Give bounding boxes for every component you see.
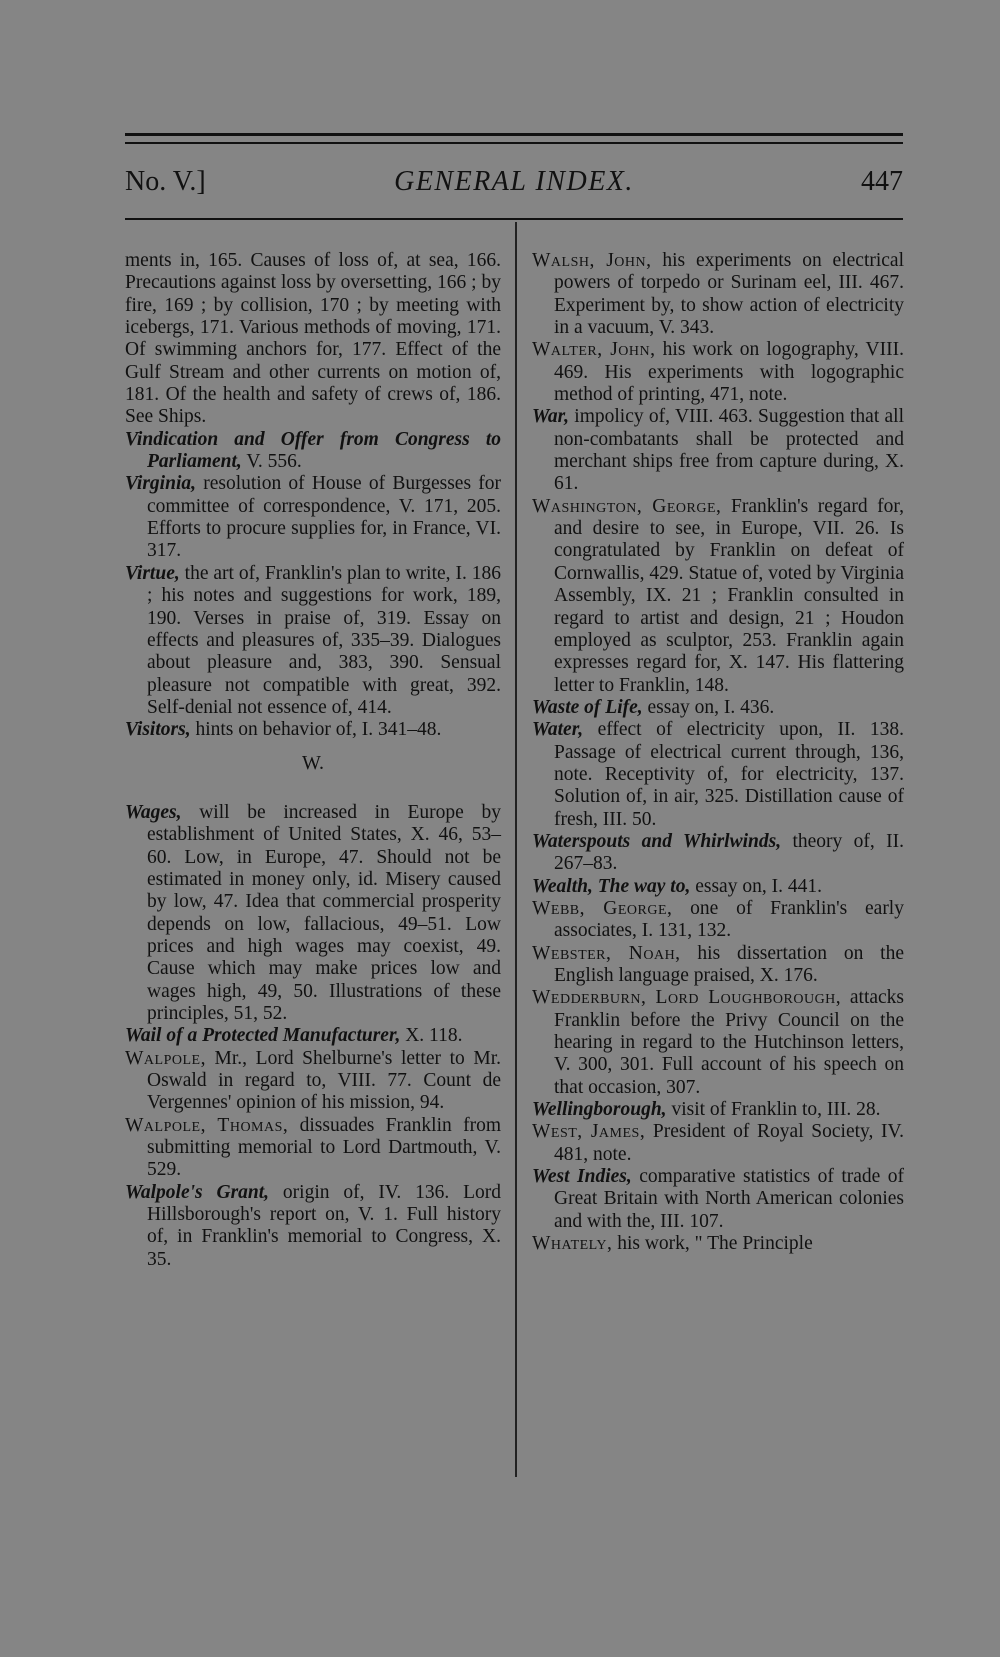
top-rule-1 <box>125 133 903 136</box>
entry-text: hints on behavior of, I. 341–48. <box>190 719 442 741</box>
index-entry <box>125 719 501 741</box>
entry-text: attacks Franklin before the Privy Council on the hearing in regard to the Hutchinson letters, V. 300, 301. Full account of his speech on that occasion, 307. <box>554 987 905 1098</box>
entry-heading: Virginia, <box>125 473 196 495</box>
index-entry <box>532 1099 904 1121</box>
entry-text: his work, " The Principle <box>612 1233 813 1255</box>
index-entry <box>532 406 904 495</box>
entry-name: Whately, <box>532 1233 613 1255</box>
entry-name: Walter, John, <box>532 339 656 361</box>
entry-text: one of Franklin's early associates, I. 131, 132. <box>554 897 904 942</box>
index-entry <box>532 339 904 406</box>
w-entries <box>125 802 501 1271</box>
entry-text: his experiments on electrical powers of torpedo or Surinam eel, III. 467. Experiment by, to show action of electricity in a vacuum, V. 343. <box>554 250 904 339</box>
index-entry <box>532 496 904 697</box>
index-entry <box>532 250 904 339</box>
left-column <box>125 250 501 1271</box>
index-entry <box>125 1115 501 1182</box>
section-letter: W. <box>301 751 325 774</box>
index-entry <box>125 802 501 1025</box>
entry-text: dissuades Franklin from submitting memorial to Lord Dartmouth, V. 529. <box>147 1114 501 1181</box>
entry-name: Webster, Noah, <box>532 942 681 964</box>
entry-text: impolicy of, VIII. 463. Suggestion that all non-combatants shall be protected and merchant ships free from capture during, X. 61. <box>554 406 904 495</box>
entry-text: the art of, Franklin's plan to write, I. 186 ; his notes and suggestions for work, 189, 190. Verses in praise of, 319. Essay on effects and pleasures of, 335–39. Dialogues about pleasure and, 383, 390. Sensual pleasure not compatible with great, 392. Self-denial not essence of, 414. <box>147 562 501 718</box>
entry-heading: Visitors, <box>125 719 191 741</box>
entry-heading: Wellingborough, <box>532 1099 667 1121</box>
index-entry <box>125 473 501 562</box>
entry-text: essay on, I. 441. <box>690 875 822 897</box>
continued-entry: ments in, 165. Causes of loss of, at sea, 166. Precautions against loss by oversetting, 166 ; by fire, 169 ; by collision, 170 ; by meeting with icebergs, 171. Various methods of moving, 171. Of swimming anchors for, 177. Effect of the Gulf Stream and other currents on motion of, 181. Of the health and safety of crews of, 186. See Ships. <box>125 250 501 428</box>
left-entries <box>125 429 501 742</box>
entry-text: President of Royal Society, IV. 481, note. <box>554 1121 904 1165</box>
entry-heading: Wealth, The way to, <box>532 875 691 897</box>
entry-heading: War, <box>532 406 570 428</box>
right-entries <box>532 250 904 1255</box>
entry-heading: Vindication and Offer from Congress to Parliament, <box>125 428 501 473</box>
entry-text: essay on, I. 436. <box>642 696 775 718</box>
entry-heading: West Indies, <box>532 1166 632 1188</box>
entry-name: West, James, <box>532 1121 646 1143</box>
entry-text: effect of electricity upon, II. 138. Passage of electrical current through, 136, note. Receptivity of, for electricity, 137. Solution of, in air, 325. Distillation cause of fresh, III. 50. <box>554 719 904 830</box>
index-entry <box>532 987 904 1099</box>
entry-heading: Wail of a Protected Manufacturer, <box>125 1025 401 1047</box>
index-entry <box>532 831 904 876</box>
entry-text: will be increased in Europe by establishment of United States, X. 46, 53–60. Low, in Europe, 47. Should not be estimated in money only, id. Misery caused by low, 47. Idea that commercial prosperity depends on low, fallacious, 49–51. Low prices and high wages may coexist, 49. Cause which may make prices low and wages high, 49, 50. Illustrations of these principles, 51, 52. <box>147 801 501 1024</box>
entry-text: V. 556. <box>241 451 302 473</box>
header-rule <box>125 218 903 220</box>
entry-text: X. 118. <box>400 1025 463 1047</box>
page-title: GENERAL INDEX. <box>394 166 634 197</box>
entry-heading: Waste of Life, <box>532 696 643 718</box>
entry-text: comparative statistics of trade of Great Britain with North American colonies and with the, III. 107. <box>554 1166 904 1232</box>
entry-heading: Water, <box>532 719 584 741</box>
entry-text: his work on logography, VIII. 469. His experiments with logographic method of printing, 471, note. <box>554 339 904 406</box>
index-entry <box>532 876 904 898</box>
index-entry <box>532 898 904 943</box>
entry-heading: Virtue, <box>125 562 180 584</box>
top-rule-2 <box>125 142 903 144</box>
entry-text: Franklin's regard for, and desire to see, in Europe, VII. 26. Is congratulated by Franklin on defeat of Cornwallis, 429. Statue of, voted by Virginia Assembly, IX. 21 ; Franklin consulted in regard to artist and design, 21 ; Houdon employed as sculptor, 253. Franklin again expresses regard for, X. 147. His flattering letter to Franklin, 148. <box>554 495 904 696</box>
entry-text: his dissertation on the English language praised, X. 176. <box>554 942 905 986</box>
right-column <box>532 250 904 1255</box>
page-number: 447 <box>861 166 903 197</box>
entry-text: visit of Franklin to, III. 28. <box>666 1099 881 1121</box>
index-entry <box>532 719 904 831</box>
index-entry <box>125 563 501 719</box>
index-entry <box>532 697 904 719</box>
page-header <box>125 166 903 206</box>
index-entry <box>125 1025 501 1047</box>
entry-name: Webb, George, <box>532 897 673 919</box>
column-divider <box>515 222 517 1477</box>
index-entry <box>532 943 904 988</box>
index-entry <box>125 429 501 474</box>
entry-name: Walsh, John, <box>532 250 652 271</box>
entry-text: origin of, IV. 136. Lord Hillsborough's report on, V. 1. Full history of, in Franklin's memorial to Congress, X. 35. <box>147 1181 501 1270</box>
index-entry <box>532 1121 904 1166</box>
entry-text: Mr., Lord Shelburne's letter to Mr. Oswald in regard to, VIII. 77. Count de Vergennes' opinion of his mission, 94. <box>147 1047 501 1114</box>
index-entry <box>532 1166 904 1233</box>
entry-text: resolution of House of Burgesses for committee of correspondence, V. 171, 205. Efforts to procure supplies for, in France, VI. 317. <box>147 473 501 562</box>
entry-heading: Walpole's Grant, <box>125 1181 270 1203</box>
entry-text: theory of, II. 267–83. <box>554 830 904 875</box>
index-entry <box>125 1182 501 1271</box>
entry-name: Walpole, Thomas, <box>125 1114 289 1136</box>
entry-name: Wedderburn, Lord Loughborough, <box>532 987 842 1009</box>
entry-heading: Waterspouts and Whirlwinds, <box>532 830 782 852</box>
entry-heading: Wages, <box>125 801 182 823</box>
volume-label: No. V.] <box>125 166 206 197</box>
entry-name: Washington, George, <box>532 495 722 517</box>
index-entry <box>125 1048 501 1115</box>
entry-name: Walpole, <box>125 1047 206 1069</box>
index-entry <box>532 1233 904 1255</box>
